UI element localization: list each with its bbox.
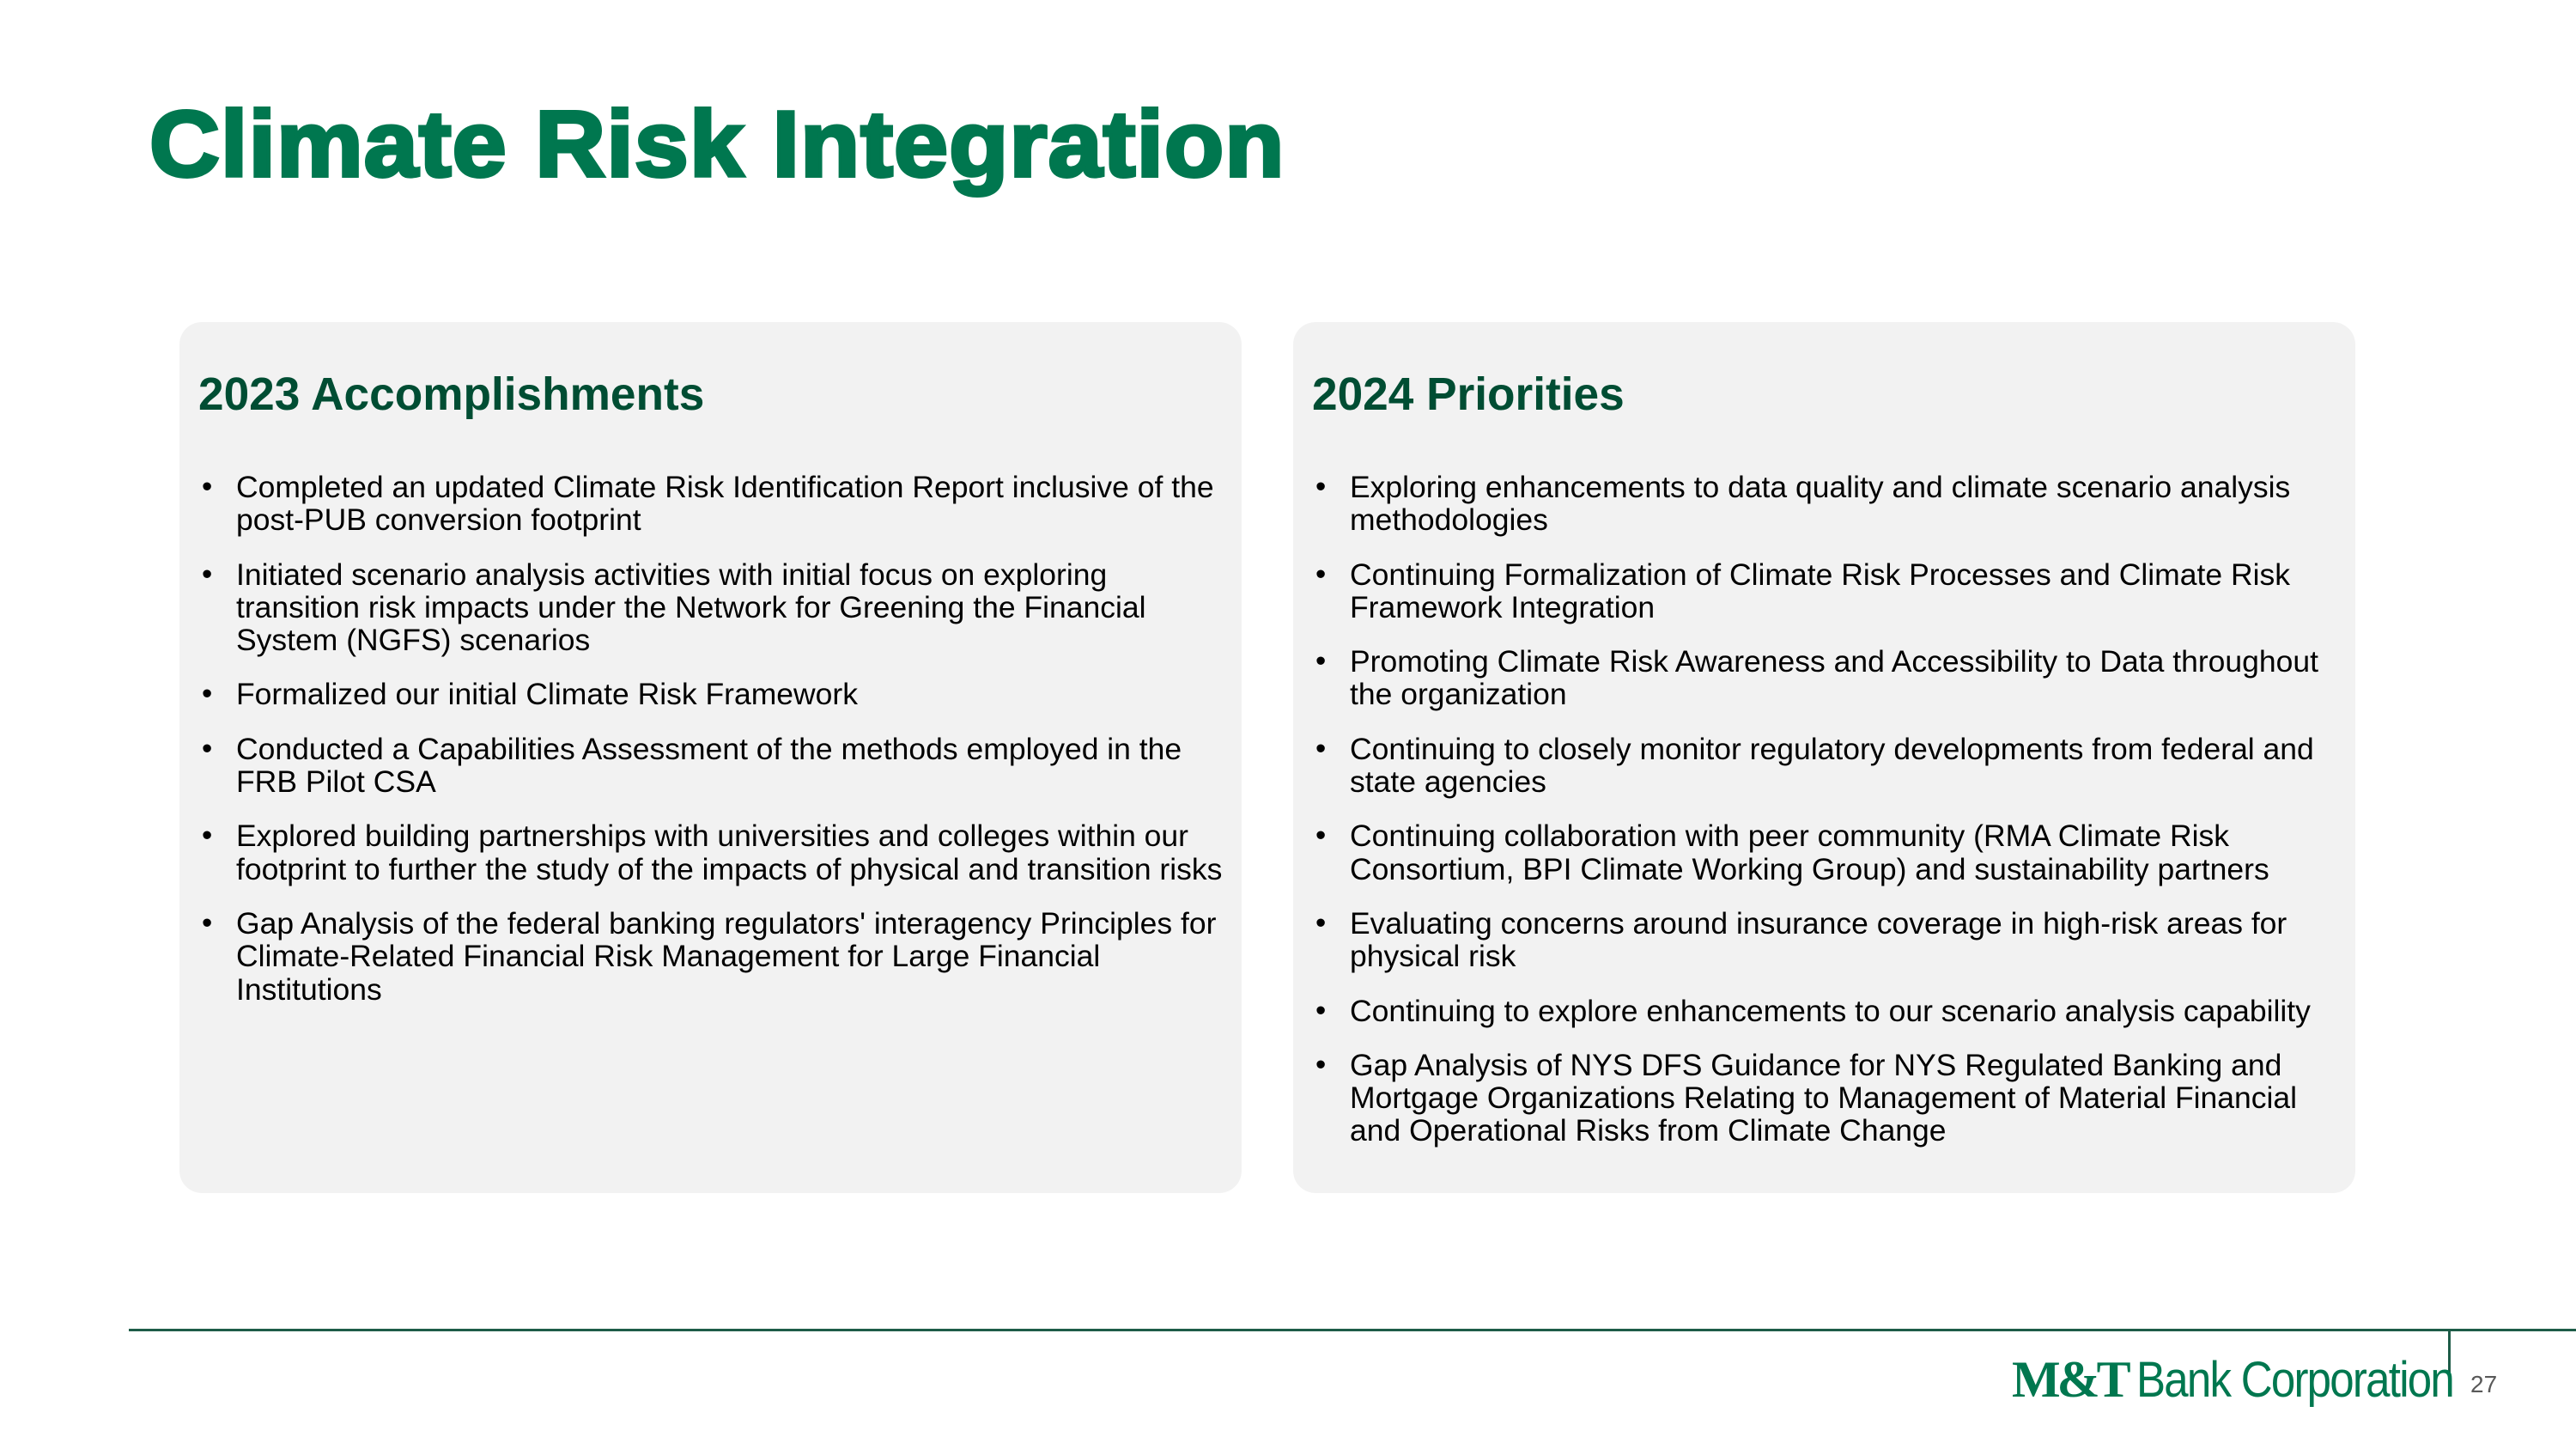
priorities-card <box>1293 322 2355 1193</box>
list-item <box>1312 1049 2345 1148</box>
bullet-icon: • <box>1315 905 1327 940</box>
accomplishments-card <box>179 322 1242 1193</box>
list-item-text: Continuing to explore enhancements to our scenario analysis capability <box>1350 993 2311 1028</box>
list-item-text: Gap Analysis of the federal banking regulators' interagency Principles for Climate-Related Financial Risk Management for Large Financial Institutions <box>236 905 1217 1007</box>
list-item-text: Gap Analysis of NYS DFS Guidance for NYS Regulated Banking and Mortgage Organizations Relating to Management of Material Financial and Operational Risks from Climate Change <box>1350 1047 2298 1148</box>
list-item-text: Initiated scenario analysis activities with initial focus on exploring transition risk impacts under the Network for Greening the Financial System (NGFS) scenarios <box>236 557 1146 658</box>
accomplishments-heading: 2023 Accomplishments <box>198 368 705 420</box>
company-logo <box>2012 1352 2496 1407</box>
logo-mark: M&T <box>2012 1351 2128 1408</box>
list-item <box>1312 907 2345 973</box>
list-item <box>198 471 1231 537</box>
list-item <box>198 819 1231 886</box>
priorities-list <box>1312 471 2345 1169</box>
slide-title: Climate Risk Integration <box>149 92 1285 197</box>
list-item-text: Continuing collaboration with peer community (RMA Climate Risk Consortium, BPI Climate Working Group) and sustainability partners <box>1350 819 2269 886</box>
list-item-text: Continuing Formalization of Climate Risk Processes and Climate Risk Framework Integration <box>1350 557 2290 624</box>
list-item-text: Continuing to closely monitor regulatory developments from federal and state agencies <box>1350 731 2314 800</box>
list-item <box>1312 471 2345 537</box>
list-item <box>1312 645 2345 711</box>
bullet-icon: • <box>202 731 213 765</box>
list-item <box>1312 995 2345 1027</box>
priorities-heading: 2024 Priorities <box>1312 368 1625 420</box>
list-item <box>198 558 1231 657</box>
list-item-text: Conducted a Capabilities Assessment of the methods employed in the FRB Pilot CSA <box>236 731 1182 800</box>
bullet-icon: • <box>1315 819 1327 853</box>
bullet-icon: • <box>202 819 213 853</box>
bullet-icon: • <box>1315 557 1327 591</box>
list-item-text: Exploring enhancements to data quality and climate scenario analysis methodologies <box>1350 470 2291 538</box>
list-item-text: Evaluating concerns around insurance coverage in high-risk areas for physical risk <box>1350 905 2287 974</box>
list-item <box>1312 819 2345 886</box>
bullet-icon: • <box>202 470 213 503</box>
bullet-icon: • <box>1315 644 1327 679</box>
bullet-icon: • <box>1315 1047 1327 1081</box>
list-item <box>198 733 1231 799</box>
footer-divider <box>129 1329 2576 1331</box>
list-item <box>1312 733 2345 799</box>
list-item-text: Completed an updated Climate Risk Identification Report inclusive of the post-PUB conversion footprint <box>236 470 1214 538</box>
bullet-icon: • <box>1315 470 1327 503</box>
list-item <box>1312 558 2345 624</box>
bullet-icon: • <box>202 557 213 591</box>
accomplishments-list <box>198 471 1231 1027</box>
list-item-text: Promoting Climate Risk Awareness and Accessibility to Data throughout the organization <box>1350 644 2319 712</box>
list-item-text: Formalized our initial Climate Risk Framework <box>236 677 858 712</box>
bullet-icon: • <box>202 677 213 711</box>
bullet-icon: • <box>202 905 213 940</box>
logo-wordmark: Bank Corporation <box>2136 1352 2453 1408</box>
list-item <box>198 907 1231 1006</box>
list-item <box>198 678 1231 710</box>
bullet-icon: • <box>1315 731 1327 765</box>
page-number: 27 <box>2470 1371 2498 1397</box>
list-item-text: Explored building partnerships with universities and colleges within our footprint to further the study of the impacts of physical and transition risks <box>236 819 1223 886</box>
bullet-icon: • <box>1315 993 1327 1027</box>
